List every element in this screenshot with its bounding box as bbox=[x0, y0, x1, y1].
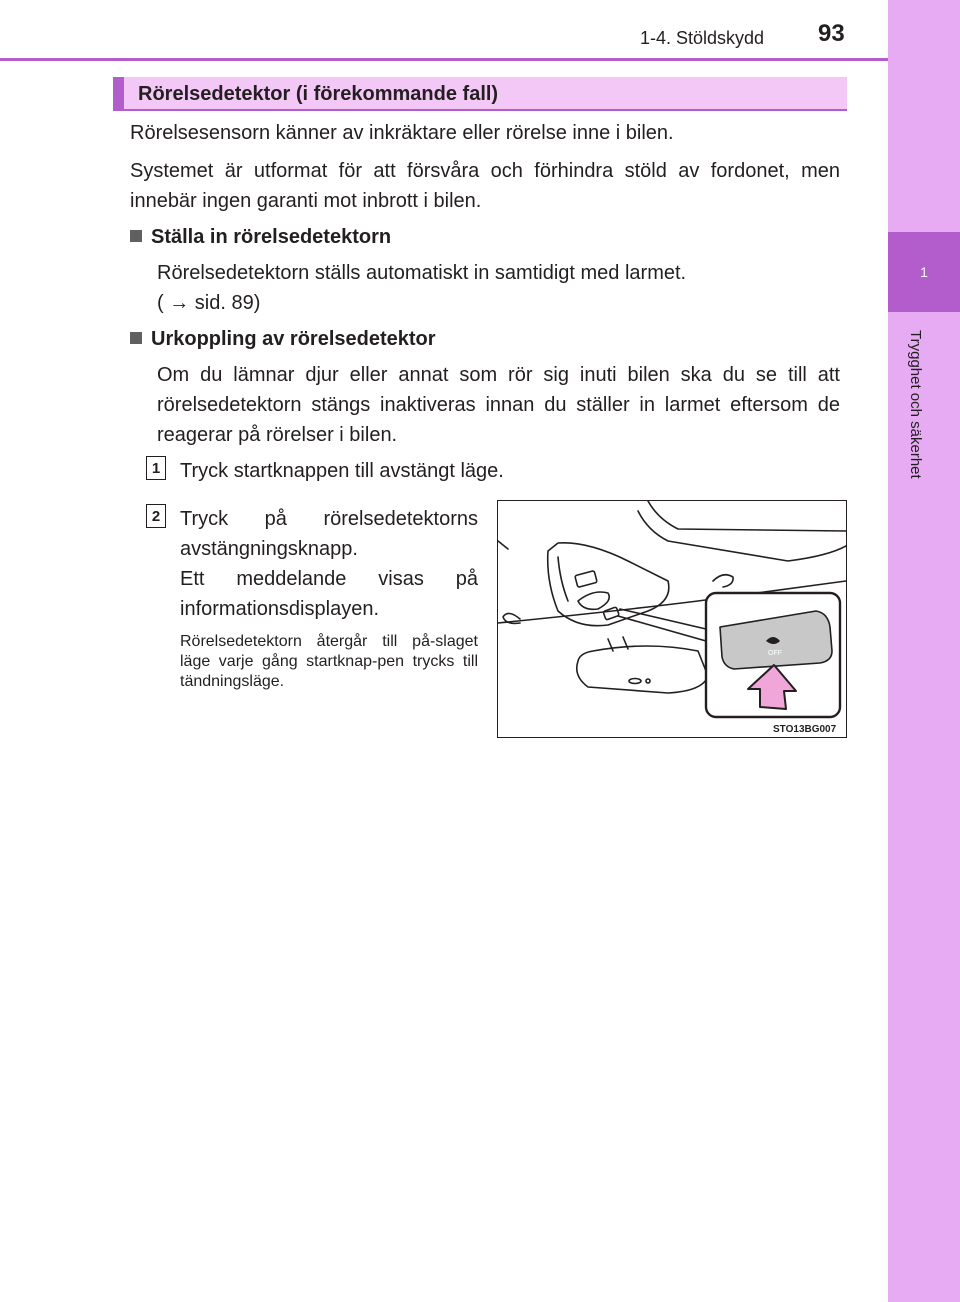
step-2-text: Tryck på rörelsedetektorns avstängningsknapp. bbox=[180, 508, 478, 560]
system-paragraph: Systemet är utformat för att försvåra och förhindra stöld av fordonet, men innebär ingen garanti mot inbrott i bilen. bbox=[130, 160, 840, 212]
section-heading-text: Rörelsedetektor (i förekommande fall) bbox=[138, 83, 499, 105]
ceiling-console-drawing bbox=[498, 501, 846, 737]
page-number: 93 bbox=[818, 20, 845, 47]
square-bullet-icon bbox=[130, 332, 142, 344]
figure-label: STO13BG007 bbox=[773, 724, 837, 735]
page-reference: ( → sid. 89) bbox=[157, 292, 261, 314]
intro-paragraph: Rörelsesensorn känner av inkräktare eller rörelse inne i bilen. bbox=[130, 122, 674, 144]
setup-text: Rörelsedetektorn ställs automatiskt in samtidigt med larmet. bbox=[157, 262, 687, 284]
section-heading bbox=[113, 77, 847, 111]
header-rule bbox=[0, 58, 888, 61]
step-2-note: Rörelsedetektorn återgår till på-slaget läge varje gång startknap-pen trycks till tändningsläge. bbox=[180, 633, 478, 690]
step-number-1: 1 bbox=[146, 456, 166, 480]
subheading-disable bbox=[130, 328, 436, 351]
section-title: 1-4. Stöldskydd bbox=[640, 28, 765, 48]
subheading-setup-text: Ställa in rörelsedetektorn bbox=[151, 226, 392, 248]
step-number-2: 2 bbox=[146, 504, 166, 528]
step-1-text: Tryck startknappen till avstängt läge. bbox=[180, 460, 504, 482]
ceiling-console-illustration bbox=[497, 500, 847, 738]
chapter-number: 1 bbox=[888, 232, 960, 312]
page-reference-text: sid. 89 bbox=[194, 292, 254, 314]
arrow-icon: → bbox=[163, 292, 195, 314]
subheading-setup bbox=[130, 226, 391, 249]
off-button-label: OFF bbox=[768, 650, 782, 657]
chapter-side-tab bbox=[888, 0, 960, 1302]
step-2-result: Ett meddelande visas på informationsdisplayen. bbox=[180, 568, 478, 620]
chapter-title: Trygghet och säkerhet bbox=[907, 330, 924, 479]
disable-text: Om du lämnar djur eller annat som rör sig inuti bilen ska du se till att rörelsedetektorn stängs inaktiveras innan du ställer in larmet eftersom de reagerar på rörelser i bilen. bbox=[157, 364, 840, 446]
square-bullet-icon bbox=[130, 230, 142, 242]
subheading-disable-text: Urkoppling av rörelsedetektor bbox=[151, 328, 436, 350]
